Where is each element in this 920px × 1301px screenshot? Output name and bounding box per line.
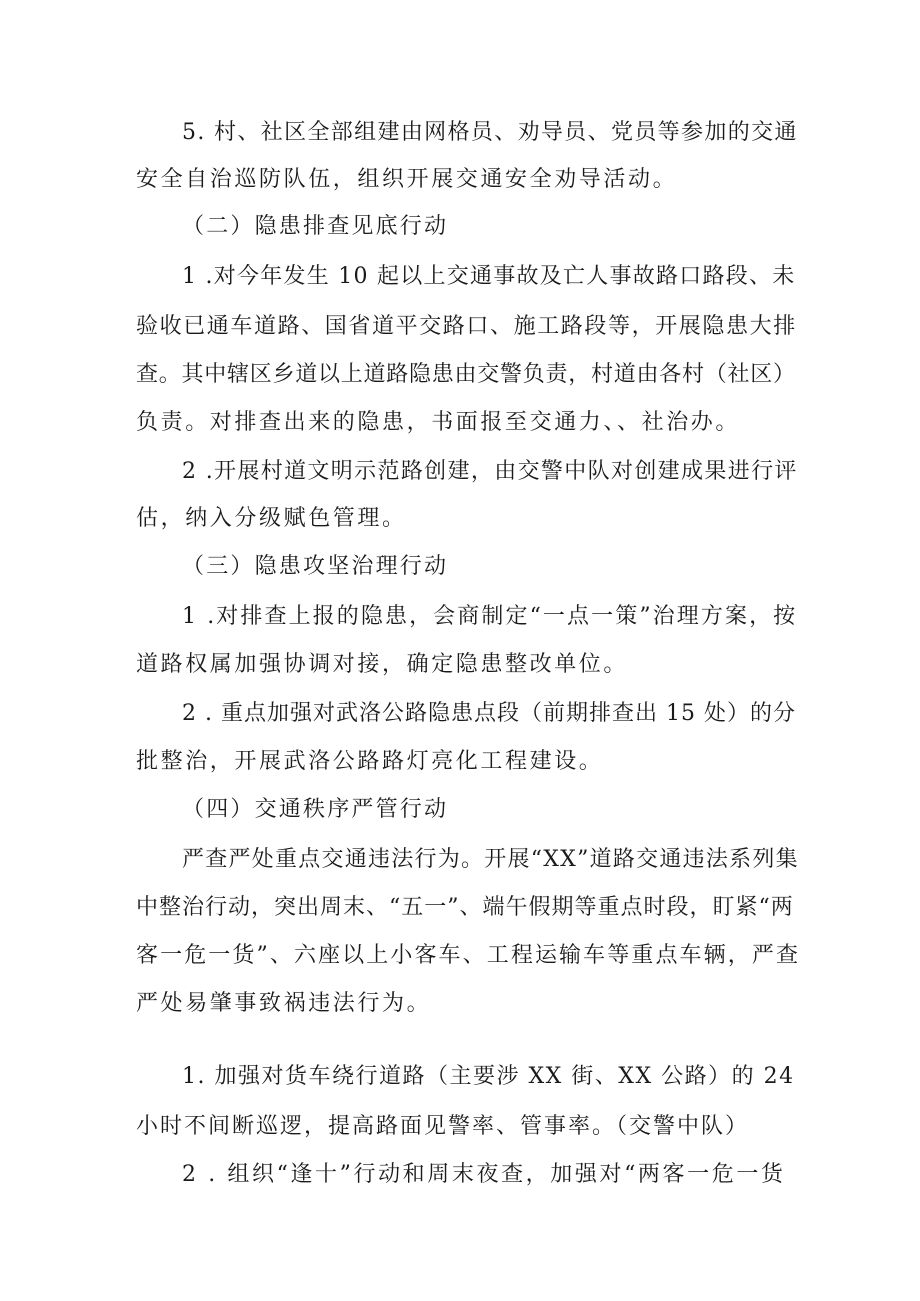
section-heading-2: （二）隐患排查见底行动	[182, 214, 449, 239]
section-4-item-1-line-2: 小时不间断巡逻，提高路面见警率、管事率。（交警中队）	[136, 1114, 750, 1139]
section-4-intro-line-2: 中整治行动，突出周末、“五一”、端午假期等重点时段，盯紧“两	[136, 895, 794, 920]
section-4-intro-line-4: 严处易肇事致祸违法行为。	[136, 991, 432, 1016]
paragraph-5-line-1: 5. 村、社区全部组建由网格员、劝导员、党员等参加的交通	[182, 120, 798, 145]
section-4-item-1-line-1: 1. 加强对货车绕行道路（主要涉 XX 街、XX 公路）的 24	[182, 1064, 795, 1089]
section-2-item-1-line-3: 查。其中辖区乡道以上道路隐患由交警负责，村道由各村（社区）	[136, 362, 796, 387]
section-4-item-2-line-1: 2 . 组织“逢十”行动和周末夜查，加强对“两客一危一货	[182, 1162, 786, 1187]
section-heading-4: （四）交通秩序严管行动	[182, 797, 449, 822]
section-3-item-1-line-1: 1 .对排查上报的隐患，会商制定“一点一策”治理方案，按	[182, 604, 798, 629]
paragraph-5-line-2: 安全自治巡防队伍，组织开展交通安全劝导活动。	[136, 167, 678, 192]
section-4-intro-line-3: 客一危一货”、六座以上小客车、工程运输车等重点车辆，严查	[136, 943, 801, 968]
section-2-item-1-line-2: 验收已通车道路、国省道平交路口、施工路段等，开展隐患大排	[136, 314, 797, 339]
section-3-item-2-line-2: 批整治，开展武洛公路路灯亮化工程建设。	[136, 749, 604, 774]
section-3-item-2-line-1: 2 . 重点加强对武洛公路隐患点段（前期排查出 15 处）的分	[182, 701, 796, 726]
section-3-item-1-line-2: 道路权属加强协调对接，确定隐患整改单位。	[136, 652, 629, 677]
section-2-item-1-line-1: 1 .对今年发生 10 起以上交通事故及亡人事故路口路段、未	[182, 264, 796, 289]
section-2-item-2-line-2: 估，纳入分级赋色管理。	[136, 506, 407, 531]
section-2-item-2-line-1: 2 .开展村道文明示范路创建，由交警中队对创建成果进行评	[182, 459, 798, 484]
section-2-item-1-line-4: 负责。对排查出来的隐患，书面报至交通力、、社治办。	[136, 410, 741, 435]
section-heading-3: （三）隐患攻坚治理行动	[182, 554, 449, 579]
section-4-intro-line-1: 严查严处重点交通违法行为。开展“XX”道路交通违法系列集	[182, 847, 799, 872]
